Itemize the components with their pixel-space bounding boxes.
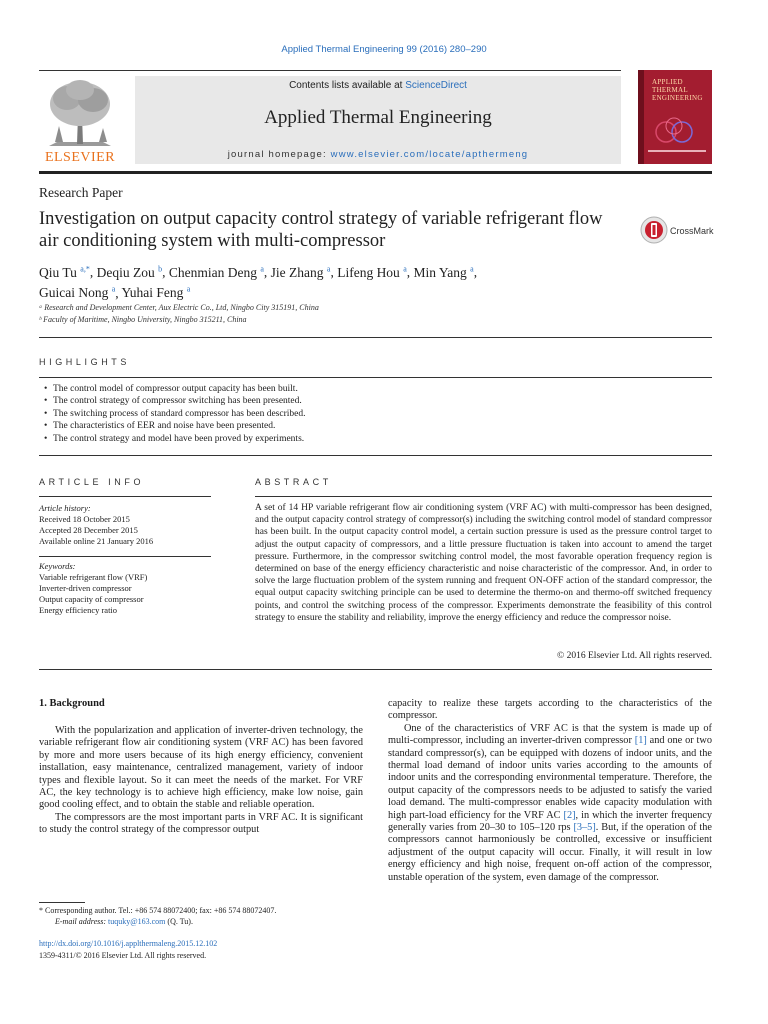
email-note: E-mail address: tuquky@163.com (Q. Tu). — [55, 917, 193, 926]
reference-link[interactable]: [2] — [563, 809, 576, 821]
author[interactable]: Chenmian Deng $^a$ — [168, 264, 264, 280]
author[interactable]: Min Yang $^a$ — [413, 264, 474, 280]
left-column — [39, 725, 363, 837]
highlight-item: • The characteristics of EER and noise have been presented. — [39, 420, 712, 432]
divider — [39, 496, 211, 497]
author[interactable]: Jie Zhang $^a$ — [270, 264, 331, 280]
abstract-text: A set of 14 HP variable refrigerant flow air conditioning system (VRF AC) with multi-compressor has been designed, and the output capacity control strategy of compressor(s) including the switching control model of standard compressor has been built. In the output capacity control model, a certain suction pressure is used as the pressure control target to adjust the output capacity of compressors, and a little pressure fluctuation is taken into account to amend the target pressure. Furthermore, in the compressor switching control model, the most favorable operation frequency region is determined on base of the energy efficiency characteristic and noise characteristic of the compressor. And, in order to solve the large fluctuation problem of the system running and frequent ON-OFF action of the standard compressor, the equal output capacity switching principle can be used to determine the thermo-on and thermo-off switched frequency points, and control the switching process of the compressor. Experiments demonstrate the feasibility of this control strategy to ensure the stability and reliability, improve the energy efficiency and reduce the compressor noise. — [255, 503, 712, 623]
highlight-item: • The control model of compressor output capacity has been built. — [39, 383, 712, 395]
footnote-rule — [39, 902, 85, 903]
article-info-heading: ARTICLE INFO — [39, 477, 145, 487]
journal-title: Applied Thermal Engineering — [264, 107, 492, 128]
highlights-heading: HIGHLIGHTS — [39, 357, 131, 367]
affiliations — [39, 302, 639, 326]
journal-homepage-line — [135, 149, 621, 160]
history-accepted: Accepted 28 December 2015 — [39, 525, 138, 535]
article-title: Investigation on output capacity control strategy of variable refrigerant flow air conditioning system with multi-compressor — [39, 209, 603, 251]
body-paragraph: capacity to realize these targets according to the characteristics of the compressor. — [388, 698, 712, 722]
right-column — [388, 698, 712, 884]
journal-citation-link[interactable]: Applied Thermal Engineering 99 (2016) 280–290 — [281, 44, 487, 55]
author-list: Qiu Tu $^{a,*}$, Deqiu Zou $^b$, Chenmian Deng $^a$, Jie Zhang $^a$, Lifeng Hou $^a$, Min Yang $^a$, Guicai Nong $^a$, Yuhai Feng $^a$ — [39, 264, 478, 300]
affiliation-b: ᵇ Faculty of Maritime, Ningbo University, Ningbo 315211, China — [39, 315, 247, 324]
keywords — [39, 561, 211, 616]
elsevier-wordmark: ELSEVIER — [44, 150, 116, 165]
keyword: Energy efficiency ratio — [39, 605, 118, 615]
history-online: Available online 21 January 2016 — [39, 536, 154, 546]
homepage-prefix: journal homepage: — [227, 149, 331, 160]
abstract-copyright: © 2016 Elsevier Ltd. All rights reserved. — [557, 651, 712, 661]
keywords-label: Keywords: — [39, 561, 76, 571]
divider — [39, 556, 211, 557]
author[interactable]: Yuhai Feng $^a$ — [121, 284, 191, 300]
highlight-item: • The control strategy and model have been proved by experiments. — [39, 433, 712, 445]
keyword: Output capacity of compressor — [39, 594, 144, 604]
email-link[interactable]: tuquky@163.com — [108, 917, 166, 926]
section-heading: 1. Background — [39, 698, 105, 709]
masthead-top-rule — [39, 70, 621, 71]
doi-link[interactable]: http://dx.doi.org/10.1016/j.applthermaleng.2015.12.102 — [39, 939, 218, 948]
crossmark-label[interactable]: CrossMark — [670, 226, 714, 236]
history-received: Received 18 October 2015 — [39, 514, 130, 524]
journal-homepage-link[interactable]: www.elsevier.com/locate/apthermeng — [330, 149, 529, 160]
keyword: Inverter-driven compressor — [39, 583, 132, 593]
keyword: Variable refrigerant flow (VRF) — [39, 572, 148, 582]
divider — [255, 496, 712, 497]
masthead-bottom-rule — [39, 171, 712, 174]
article-history — [39, 503, 211, 547]
corresponding-author-note: * Corresponding author. Tel.: +86 574 88072400; fax: +86 574 88072407. — [39, 906, 277, 915]
highlight-item: • The switching process of standard compressor has been described. — [39, 408, 712, 420]
reference-link[interactable]: [1] — [634, 735, 647, 747]
journal-cover-image[interactable] — [638, 70, 712, 164]
author[interactable]: Lifeng Hou $^a$ — [337, 264, 407, 280]
author[interactable]: Qiu Tu $^{a,*}$ — [39, 264, 90, 280]
body-paragraph: The compressors are the most important parts in VRF AC. It is significant to study the control strategy of the compressor output — [39, 811, 363, 836]
contents-prefix: Contents lists available at — [289, 80, 406, 91]
abstract-heading: ABSTRACT — [255, 477, 332, 487]
article-type: Research Paper — [39, 185, 123, 200]
divider — [39, 337, 712, 338]
contents-available-line — [135, 80, 621, 91]
doi-block — [39, 938, 217, 962]
body-paragraph: With the popularization and application of inverter-driven technology, the variable refrigerant flow air conditioning system (VRF AC) has been favored by more and more users because of its high energy efficiency, convenient installation, easy maintenance, centralized management, variety of indoor types and flexible layout. So it can meet the needs of the market. For VRF AC, the key technology is to achieve high efficiency, make low noise, gain good cooling effect, and to obtain the stable and reliable operation. — [39, 725, 363, 811]
author[interactable]: Guicai Nong $^a$ — [39, 284, 116, 300]
divider — [39, 455, 712, 456]
body-paragraph: One of the characteristics of VRF AC is that the system is made up of multi-compressor, including an inverter-driven compressor [1] and one or two standard compressor(s), can be equipped with dozens of indoor units, and the thermal load demand of indoor units varies according to the amounts of indoor units and the corresponding environmental temperature. Therefore, the output capacity of the compressors needs to be adjusted to satisfy the varied load demand. The multi-compressor enables wide capacity modulation with high part-load efficiency for the VRF AC [2], in which the inverter frequency generally varies from 20–30 to 105–120 rps [3–5]. But, if the operation of the compressors cannot harmoniously be controlled, excessive or insufficient adjustment of the output capacity will occur. Finally, it will result in low energy efficiency and high noise, frequent on-off action of the compressor, unstable operation of the system, even damage of the compressor. — [388, 722, 713, 883]
author[interactable]: Deqiu Zou $^b$ — [96, 264, 163, 280]
divider — [39, 669, 712, 670]
divider — [39, 377, 712, 378]
sciencedirect-link[interactable]: ScienceDirect — [405, 80, 467, 91]
reference-link[interactable]: [3–5] — [573, 822, 596, 834]
highlight-item: • The control strategy of compressor switching has been presented. — [39, 395, 712, 407]
affiliation-a: ᵃ Research and Development Center, Aux Electric Co., Ltd, Ningbo City 315191, China — [39, 303, 319, 312]
highlights-list — [39, 383, 712, 445]
footnote — [39, 905, 363, 927]
cover-title: APPLIED THERMAL ENGINEERING — [652, 78, 703, 102]
history-label: Article history: — [39, 503, 91, 513]
issn-line: 1359-4311/© 2016 Elsevier Ltd. All rights reserved. — [39, 951, 207, 960]
